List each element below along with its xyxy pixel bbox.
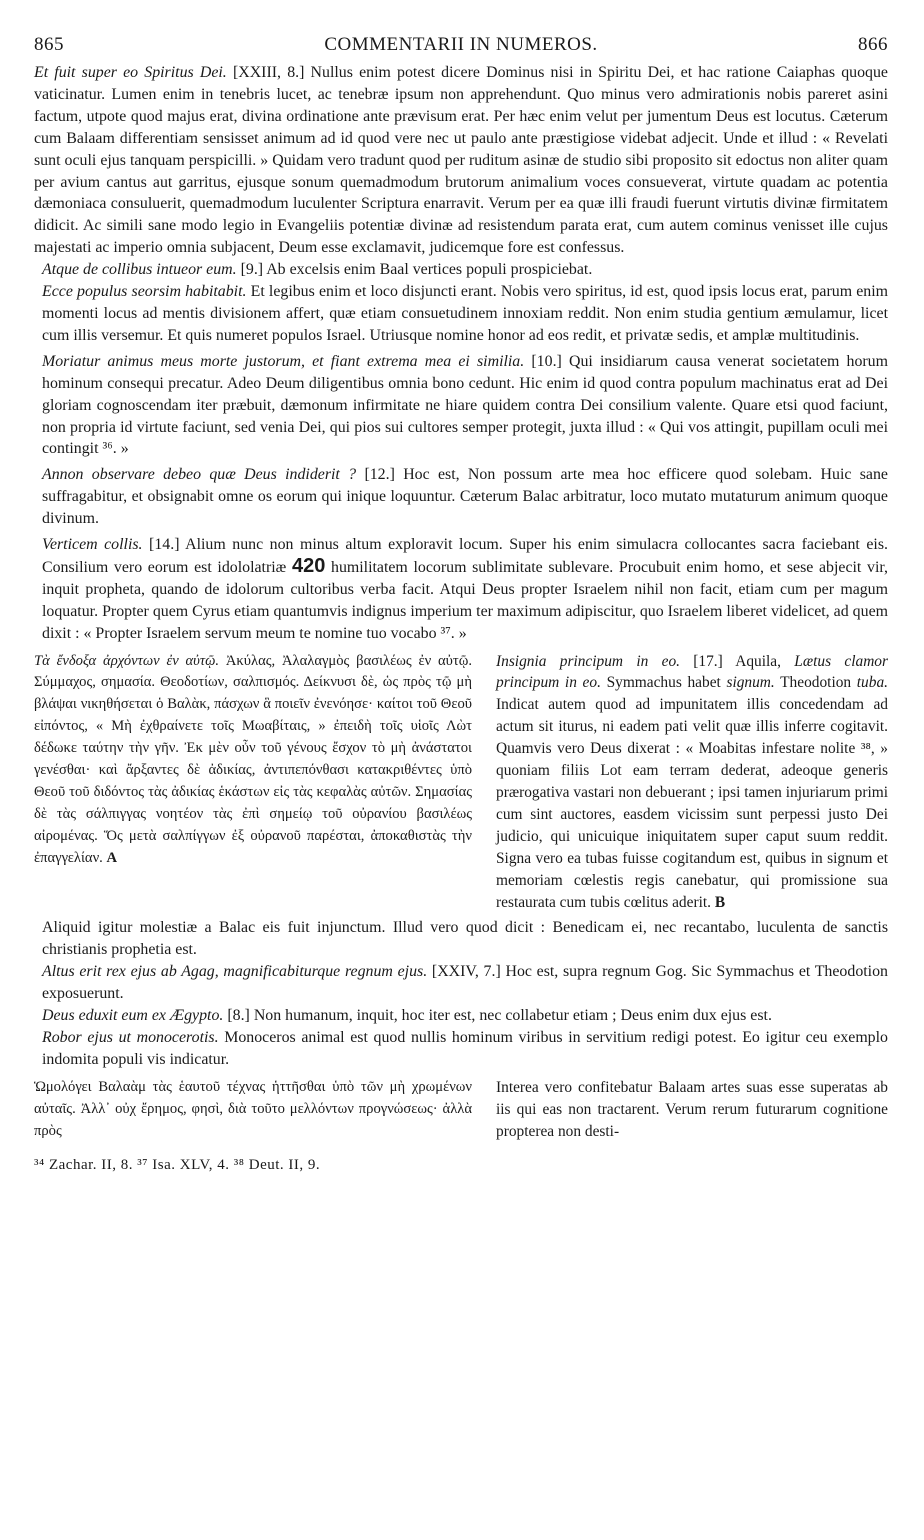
page-marker: 420 [291, 554, 326, 577]
lemma: Verticem collis. [42, 536, 143, 554]
footnotes: ³⁴ Zachar. II, 8. ³⁷ Isa. XLV, 4. ³⁸ Deut. II, 9. [34, 1156, 321, 1173]
latin-text: Theodotion [774, 674, 857, 692]
paragraph-8 [34, 961, 888, 1005]
paragraph-text: humilitatem locorum sublimitate sublevare. Procubuit enim homo, et sese abjecit vir, inquit propheta, quando de idolorum cultoribus verba facit. Atqui Deus propter Israelem nihil non facit, etiam cum per magum loquatur. Propter quem Cyrus etiam quantumvis indignus imperium ter maximum adipiscitur, quo Israelem liberet videlicet, ad quem dixit : « Propter Israelem servum meum te nomine tuo vocabo ³⁷. » [42, 558, 888, 642]
parallel-columns-1 [34, 651, 888, 914]
column-marker-b: B [714, 893, 726, 911]
latin-text: [17.] Aquila, [679, 652, 795, 670]
greek-text: Ἀκύλας, Ἀλαλαγμὸς βασιλέως ἐν αὐτῷ. Σύμμαχος, σημασία. Θεοδοτίων, σαλπισμός. Δείκνυσι δὲ, ὡς πρὸς τῷ μὴ βλάψαι νικηθήσεται ὁ Βαλὰκ, πάσχων ἃ ποιεῖν ἐνενόησε· καίτοι τοῦ Θεοῦ εἰπόντος, « Μὴ ἐχθραίνετε τοῖς Μωαβίταις, » ἐπειδὴ τοῖς υἱοῖς Λὼτ δέδωκε ταύτην τὴν γῆν. Ἐκ μὲν οὖν τοῦ γένους ἔσχον τὸ μὴ ἀνάστατοι γενέσθαι· καὶ ἄρξαντες δὲ ἀδικίας, ἀντιπεπόνθασι κατακριθέντες ὑπὸ Θεοῦ τοῦ διδόντος τὰς ἀδικίας ἑκάστων εἰς τὰς κεφαλὰς αὐτῶν. Σημασίας δὲ τὰς σάλπιγγας νοητέον τὰς ἐπὶ σημείῳ τοῦ οὐρανίου βασιλέως αἰρομένας. Ὅς μετὰ σαλπίγγων ἐξ οὐρανοῦ παρέσται, ἀποκαθιστὰς τὴν ἐπαγγελίαν. [34, 652, 472, 866]
paragraph-3 [34, 281, 888, 347]
paragraph-text: [10.] Qui insidiarum causa venerat societatem horum hominum consequi precatur. Adeo Deum diligentibus omnia bono cedunt. Hic enim id quod contra populum machinatus erat ad Dei gloriam cognoscendam iter præbuit, dæmonum infirmitate ne hiare quidem contra Dei consilium valente. Quare etsi quod faciunt, non propria id virtute faciunt, sed venia Dei, qui pios sui cultores semper protegit, juxta illud : « Qui vos attingit, pupillam oculi mei contingit ³⁶. » [42, 352, 888, 458]
running-header [34, 34, 888, 62]
latin-lemma: tuba. [856, 674, 888, 692]
paragraph-text: Monoceros animal est quod nullis hominum viribus in servitium redigi potest. Eo igitur ceu exemplo indomita populi vis indicatur. [42, 1028, 888, 1068]
paragraph-4 [34, 351, 888, 461]
lemma: Deus eduxit eum ex Ægypto. [42, 1007, 224, 1025]
paragraph-5 [34, 464, 888, 530]
paragraph-text: [8.] Non humanum, inquit, hoc iter est, nec collabetur etiam ; Deus enim dux ejus est. [223, 1007, 772, 1025]
latin-lemma: Lætus clamor principum in eo. [496, 652, 888, 692]
paragraph-text: [XXIII, 8.] Nullus enim potest dicere Dominus nisi in Spiritu Dei, et hac ratione Caiaphas quoque vaticinatur. Lumen enim in tenebris lucet, ac tenebræ ipsum non apprehendunt. Quo minus vero admirationis nobis pareret asini factum, utpote quod majus erat, divina ordinatione ante prævisum erat. Per hæc enim velut per jumentum Deus est locutus. Cæterum cum Balaam differentiam sensisset animum ad id quod vere nec ut paulo ante præstigiose videbat adjecit. Unde et illud : « Revelati sunt oculi ejus tanquam perspicilli. » Quidam vero tradunt quod per ruditum asinæ de studio sibi proposito sit edoctus non aliter quam per avium cantus aut garritus, ejusque sonum quemadmodum brutorum animalium voces consueverat, virtute quadam ac potentia dæmoniaca consuluerit, quemadmodum luculenter Scriptura enarravit. Verum per ea quæ illi fraudi fuerunt virtutis divinæ firmitatem didicit. Ac simili sane modo legio in Evangeliis potentiæ divinæ ad resistendum parata erat, cum autem cominus venisset ille cujus majestati ac imperio omnia subjacent, Deum esse exclamavit, judicemque fore est confessus. [34, 64, 888, 257]
document-page [34, 34, 888, 1174]
lemma: Moriatur animus meus morte justorum, et fiant extrema mea ei similia. [42, 352, 525, 370]
lemma: Et fuit super eo Spiritus Dei. [34, 64, 227, 81]
paragraph-text: [9.] Ab excelsis enim Baal vertices populi prospiciebat. [236, 261, 593, 279]
latin-text: Symmachus habet [600, 674, 727, 692]
latin-lemma: signum. [726, 674, 775, 692]
lemma: Robor ejus ut monocerotis. [42, 1028, 219, 1046]
lemma: Atque de collibus intueor eum. [42, 261, 237, 279]
paragraph-10 [34, 1027, 888, 1071]
right-page-number: 866 [858, 34, 888, 55]
paragraph-2 [34, 259, 888, 281]
column-marker-a: A [106, 849, 118, 866]
parallel-columns-2 [34, 1077, 888, 1143]
latin-column: Interea vero confitebatur Balaam artes suas esse superatas ab iis qui eas non tractarent. Verum rerum futurarum cognitione propterea non desti- [496, 1078, 888, 1140]
lemma: Altus erit rex ejus ab Agag, magnificabiturque regnum ejus. [42, 963, 428, 981]
paragraph-text: [XXIV, 7.] Hoc est, supra regnum Gog. Sic Symmachus et Theodotion exposuerunt. [42, 963, 888, 1003]
left-page-number: 865 [34, 34, 64, 55]
paragraph-text: [14.] Alium nunc non minus altum exploravit locum. Super his enim simulacra collocantes sacra faciebant eis. Consilium vero eorum est idololatriæ [42, 536, 888, 576]
paragraph-text: Aliquid igitur molestiæ a Balac eis fuit injunctum. Illud vero quod dicit : Benedicam ei, nec recantabo, luculenta de sanctis christianis prophetia est. [42, 919, 888, 959]
greek-column: Ὡμολόγει Βαλαὰμ τὰς ἑαυτοῦ τέχνας ἡττῆσθαι ὑπὸ τῶν μὴ χρωμένων αὐταῖς. Ἀλλ᾽ οὐχ ἔρημος, φησὶ, διὰ τοῦτο μελλόντων προγνώσεως· ἀλλὰ πρὸς [34, 1078, 472, 1139]
paragraph-1 [34, 62, 888, 259]
latin-lemma: Insignia principum in eo. [496, 652, 680, 670]
greek-column [34, 651, 472, 914]
paragraph-text: [12.] Hoc est, Non possum arte mea hoc efficere quod solebam. Huic sane suffragabitur, et obsignabit omne os eorum qui inique loquuntur. Cæterum Balac arbitratur, loco mutato mutaturum animum quoque divinum. [42, 466, 888, 528]
lemma: Annon observare debeo quæ Deus indiderit ? [42, 466, 357, 484]
latin-column [496, 651, 888, 914]
paragraph-text: Et legibus enim et loco disjuncti erant. Nobis vero spiritus, id est, quod ipsis locus erat, parum enim momenti locus ad mentis divisionem affert, quæ etiam consuetudinem innoxiam reddit. Non enim studia gentium æmulamur, licet cum illis versemur. Et quis numeret populos Israel. Utriusque nomine honor ad eos redit, et privatæ sedis, et amplæ multitudinis. [42, 283, 888, 344]
lemma: Ecce populus seorsim habitabit. [42, 283, 247, 301]
greek-lemma: Τὰ ἔνδοξα ἀρχόντων ἐν αὐτῷ. [34, 652, 220, 669]
paragraph-6 [34, 534, 888, 645]
latin-text: Indicat autem quod ad impunitatem illis concedendam ad actum sit iturus, ni eadem pati velit quæ illis inferre cogitavit. Quamvis vero Deus dixerat : « Moabitas infestare nolite ³⁸, » quoniam filiis Lot eam terram dederat, adeoque generis prærogativa vastari non debuerant ; ipsi tamen injuriarum primi cum sint auctores, easdem vicissim sunt perpessi justo Dei judicio, qui unicuique iniquitatem super caput suum reddit. Signa vero ea tubas fuisse cogitandum est, quibus in signum et memoriam cœlestis regis canebatur, qui promissione sua restaurata cum tubis cœlitus aderit. [496, 696, 888, 911]
paragraph-7 [34, 917, 888, 961]
paragraph-9 [34, 1005, 888, 1027]
running-title: COMMENTARII IN NUMEROS. [324, 34, 598, 55]
